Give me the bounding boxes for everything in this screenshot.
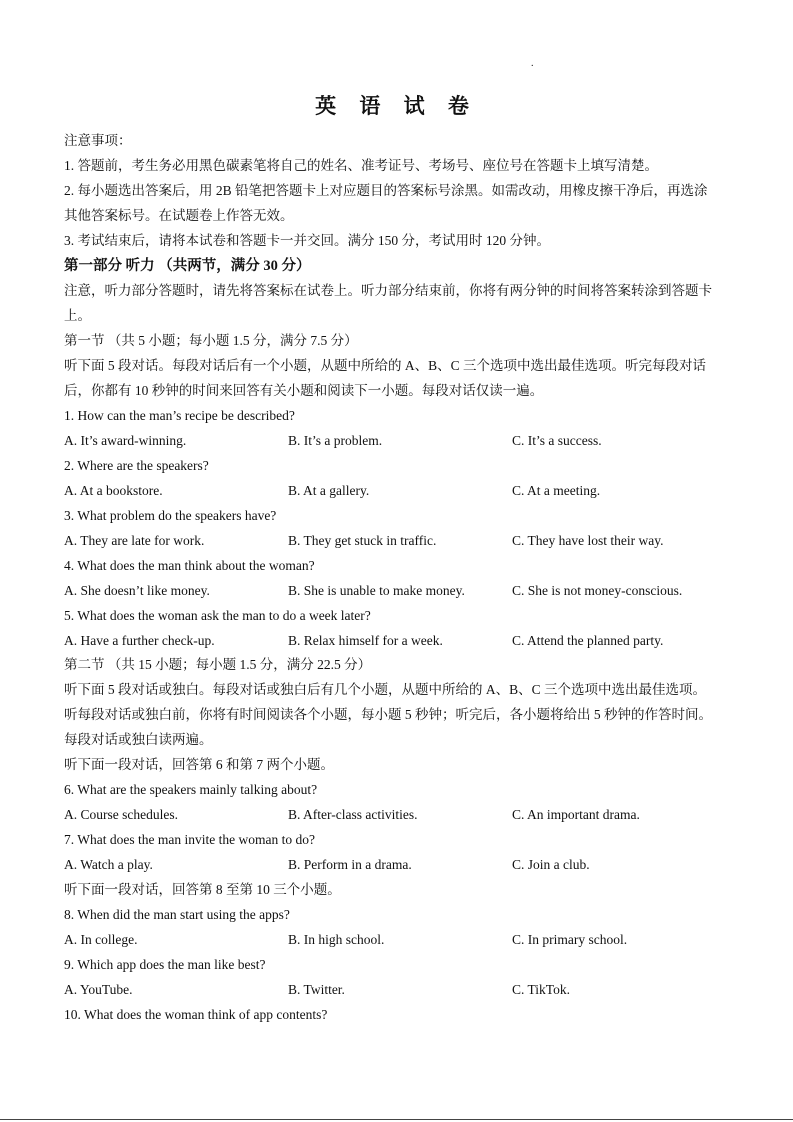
q7-option-a: A. Watch a play. [64, 857, 153, 872]
dialog-instruction-8-10: 听下面一段对话，回答第 8 至第 10 三个小题。 [64, 882, 341, 897]
question-8: 8. When did the man start using the apps? [64, 907, 290, 922]
q6-option-b: B. After-class activities. [288, 807, 418, 822]
part1-heading: 第一部分 听力 （共两节，满分 30 分） [64, 258, 311, 274]
q4-option-b: B. She is unable to make money. [288, 583, 465, 598]
q9-option-c: C. TikTok. [512, 982, 570, 997]
q4-option-c: C. She is not money-conscious. [512, 583, 683, 598]
q7-option-b: B. Perform in a drama. [288, 857, 412, 872]
exam-title: 英 语 试 卷 [315, 94, 478, 118]
dialog-instruction-6-7: 听下面一段对话，回答第 6 和第 7 两个小题。 [64, 757, 334, 772]
notice-item-2-cont: 其他答案标号。在试题卷上作答无效。 [64, 208, 294, 223]
page-bottom-rule [0, 1119, 793, 1120]
q1-option-c: C. It’s a success. [512, 433, 602, 448]
question-3: 3. What problem do the speakers have? [64, 508, 277, 523]
question-6: 6. What are the speakers mainly talking about? [64, 782, 318, 797]
q9-option-b: B. Twitter. [288, 982, 345, 997]
q5-option-c: C. Attend the planned party. [512, 633, 664, 648]
notice-heading: 注意事项： [64, 133, 132, 148]
q6-option-a: A. Course schedules. [64, 807, 178, 822]
question-2: 2. Where are the speakers? [64, 458, 209, 473]
question-4: 4. What does the man think about the woman? [64, 558, 315, 573]
section1-heading: 第一节 （共 5 小题；每小题 1.5 分，满分 7.5 分） [64, 333, 358, 348]
notice-item-2: 2. 每小题选出答案后，用 2B 铅笔把答题卡上对应题目的答案标号涂黑。如需改动，用橡皮擦干净后，再选涂 [64, 183, 708, 198]
section1-intro-cont: 后，你都有 10 秒钟的时间来回答有关小题和阅读下一小题。每段对话仅读一遍。 [64, 383, 544, 398]
question-10: 10. What does the woman think of app contents? [64, 1007, 328, 1022]
section2-heading: 第二节 （共 15 小题；每小题 1.5 分，满分 22.5 分） [64, 657, 372, 672]
part1-intro-cont: 上。 [64, 308, 91, 323]
question-1: 1. How can the man’s recipe be described? [64, 408, 295, 423]
notice-item-1: 1. 答题前，考生务必用黑色碳素笔将自己的姓名、准考证号、考场号、座位号在答题卡上填写清楚。 [64, 158, 658, 173]
section1-intro: 听下面 5 段对话。每段对话后有一个小题，从题中所给的 A、B、C 三个选项中选出最佳选项。听完每段对话 [64, 358, 707, 373]
q3-option-b: B. They get stuck in traffic. [288, 533, 437, 548]
q2-option-a: A. At a bookstore. [64, 483, 163, 498]
question-7: 7. What does the man invite the woman to do? [64, 832, 315, 847]
section2-intro-cont: 听每段对话或独白前，你将有时间阅读各个小题，每小题 5 秒钟；听完后，各小题将给出 5 秒钟的作答时间。 [64, 707, 712, 722]
part1-intro: 注意，听力部分答题时，请先将答案标在试卷上。听力部分结束前，你将有两分钟的时间将答案转涂到答题卡 [64, 283, 712, 298]
notice-item-3: 3. 考试结束后，请将本试卷和答题卡一并交回。满分 150 分，考试用时 120 分钟。 [64, 233, 550, 248]
q2-option-b: B. At a gallery. [288, 483, 370, 498]
q1-option-a: A. It’s award-winning. [64, 433, 187, 448]
q8-option-c: C. In primary school. [512, 932, 628, 947]
q3-option-c: C. They have lost their way. [512, 533, 664, 548]
q8-option-b: B. In high school. [288, 932, 385, 947]
section2-intro-cont-2: 每段对话或独白读两遍。 [64, 732, 213, 747]
question-9: 9. Which app does the man like best? [64, 957, 266, 972]
q1-option-b: B. It’s a problem. [288, 433, 383, 448]
q6-option-c: C. An important drama. [512, 807, 640, 822]
q9-option-a: A. YouTube. [64, 982, 133, 997]
q5-option-a: A. Have a further check-up. [64, 633, 215, 648]
q4-option-a: A. She doesn’t like money. [64, 583, 210, 598]
q2-option-c: C. At a meeting. [512, 483, 601, 498]
page-mark-dot: . [531, 58, 534, 69]
q8-option-a: A. In college. [64, 932, 138, 947]
q3-option-a: A. They are late for work. [64, 533, 205, 548]
q5-option-b: B. Relax himself for a week. [288, 633, 443, 648]
section2-intro: 听下面 5 段对话或独白。每段对话或独白后有几个小题，从题中所给的 A、B、C 三个选项中选出最佳选项。 [64, 682, 707, 697]
question-5: 5. What does the woman ask the man to do a week later? [64, 608, 371, 623]
q7-option-c: C. Join a club. [512, 857, 590, 872]
